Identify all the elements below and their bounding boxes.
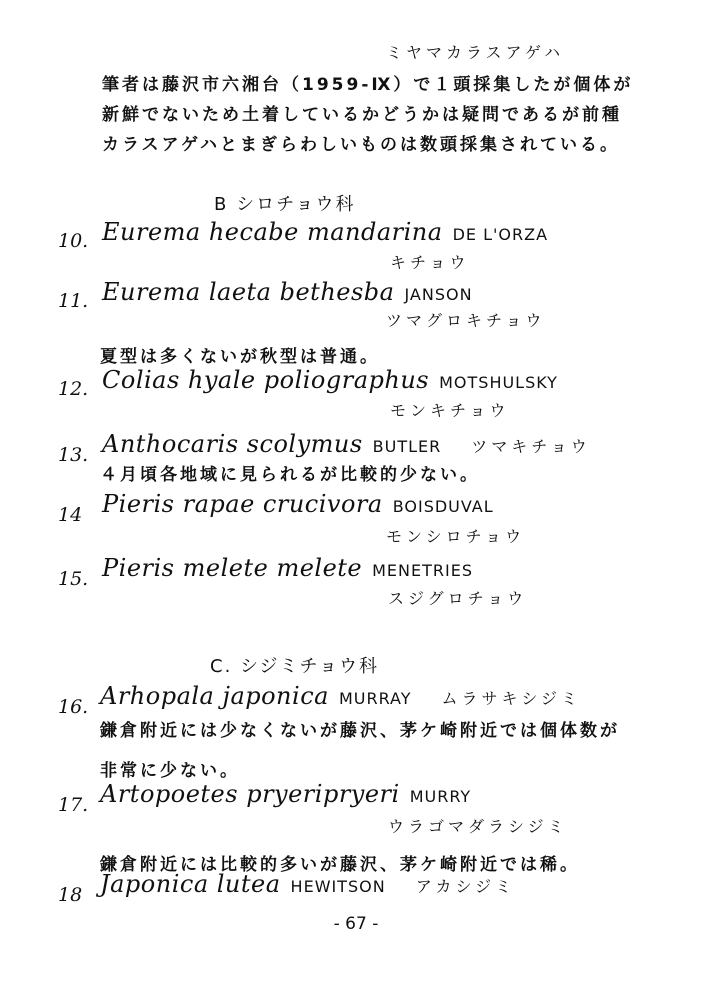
entry-18-name [100,870,515,898]
entry-17-scientific-name: Artopoetes pryeripryeri [100,780,400,808]
entry-10-number: 10. [58,230,89,252]
entry-16-note-line-2: 非常に少ない。 [100,761,240,781]
intro-line-3: カラスアゲハとまぎらわしいものは数頭採集されている。 [102,135,620,155]
entry-12-author: MOTSHULSKY [439,373,558,392]
entry-11-note: 夏型は多くないが秋型は普通。 [100,347,380,367]
entry-17-author: MURRY [409,787,472,806]
entry-15-name [102,554,473,582]
entry-13-author: BUTLER [372,437,442,456]
entry-12-jp-name: モンキチョウ [390,401,510,420]
intro-line-1: 筆者は藤沢市六湘台（1959-Ⅸ）で１頭採集したが個体が [102,75,634,95]
entry-15-author: MENETRIES [372,561,473,580]
entry-15-scientific-name: Pieris melete melete [102,554,363,582]
entry-10-jp-name: キチョウ [390,253,470,272]
entry-16-author: MURRAY [338,689,412,708]
entry-18-author: HEWITSON [290,877,386,896]
entry-17-name [100,780,471,808]
page-number: - 67 - [333,914,379,934]
entry-15-number: 15. [58,568,89,590]
entry-16-number: 16. [58,696,89,718]
entry-16-note-line-1: 鎌倉附近には少なくないが藤沢、茅ケ崎附近では個体数が [100,721,620,741]
section-b-heading: B シロチョウ科 [214,194,356,215]
entry-14-author: BOISDUVAL [392,497,494,516]
entry-17-number: 17. [58,794,89,816]
entry-16-jp-name: ムラサキシジミ [441,689,581,708]
entry-11-scientific-name: Eurema laeta bethesba [102,278,395,306]
entry-13-jp-name: ツマキチョウ [471,437,591,456]
entry-14-scientific-name: Pieris rapae crucivora [102,490,383,518]
entry-15-jp-name: スジグロチョウ [388,589,528,608]
entry-17-note: 鎌倉附近には比較的多いが藤沢、茅ケ崎附近では稀。 [100,855,580,875]
entry-14-name [102,490,494,518]
intro-line-2: 新鮮でないため土着しているかどうかは疑問であるが前種 [102,105,622,125]
entry-11-jp-name: ツマグロキチョウ [386,311,546,330]
entry-11-number: 11. [58,290,89,312]
entry-12-name [102,366,558,394]
section-c-heading: C. シジミチョウ科 [210,656,380,677]
entry-10-scientific-name: Eurema hecabe mandarina [102,218,443,246]
entry-18-scientific-name: Japonica lutea [100,870,281,898]
entry-18-jp-name: アカシジミ [415,877,516,896]
entry-11-author: JANSON [404,285,473,304]
entry-11-name [102,278,473,306]
entry-16-name [100,682,581,710]
entry-14-jp-name: モンシロチョウ [386,527,526,546]
entry-13-scientific-name: Anthocaris scolymus [102,430,363,458]
entry-16-scientific-name: Arhopala japonica [100,682,329,710]
entry-13-name [102,430,591,458]
entry-10-name [102,218,548,246]
entry-17-jp-name: ウラゴマダラシジミ [388,817,568,836]
intro-title: ミヤマカラスアゲハ [386,43,565,62]
entry-12-scientific-name: Colias hyale poliographus [102,366,430,394]
entry-18-number: 18 [58,884,83,906]
entry-10-author: DE L'ORZA [452,225,549,244]
entry-12-number: 12. [58,378,89,400]
entry-13-number: 13. [58,444,89,466]
entry-14-number: 14 [58,504,83,526]
entry-13-note: ４月頃各地域に見られるが比較的少ない。 [100,465,480,485]
